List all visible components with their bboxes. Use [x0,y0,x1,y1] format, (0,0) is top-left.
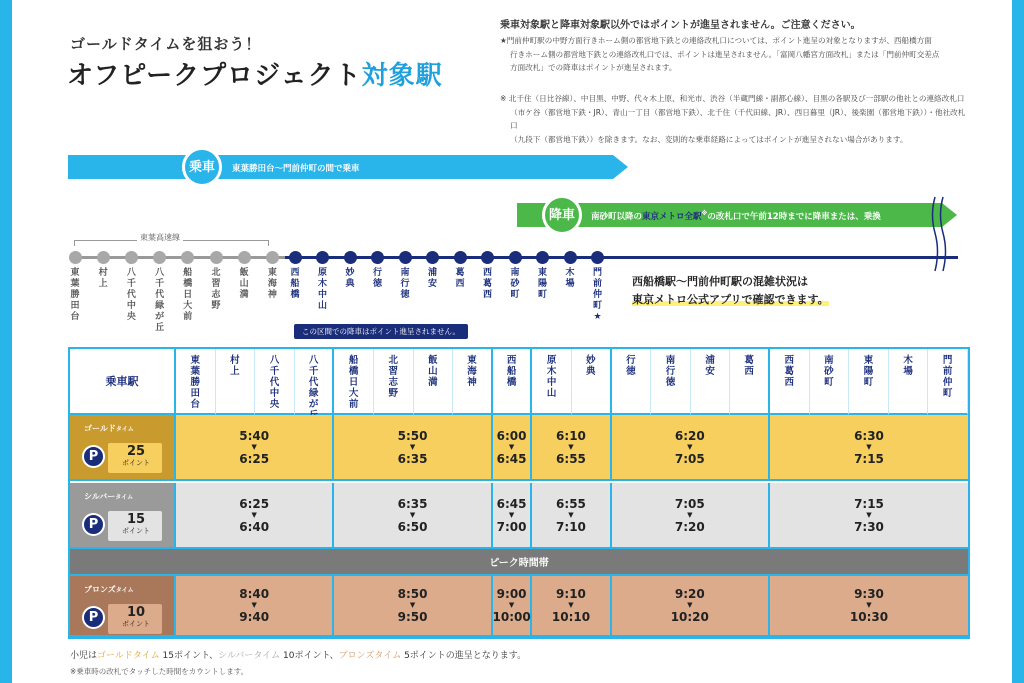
time-end: 7:15 [854,451,884,466]
alighting-text [591,210,881,222]
points-icon: P [82,513,105,536]
alighting-text-mark: ※ [701,210,708,218]
time-window [552,587,590,624]
time-window [556,429,586,466]
time-window [398,587,428,624]
tier-label-cell [70,415,176,481]
tier-name-small: タイム [115,587,134,594]
station-header [889,349,929,415]
station-name: 行徳 [372,268,382,289]
station-dot [125,251,138,264]
arrow-down-icon: ▼ [687,442,693,451]
arrow-down-icon: ▼ [409,510,416,519]
time-start: 6:45 [496,496,527,511]
station-header [810,349,850,415]
station-header [414,349,454,415]
arrow-down-icon: ▼ [251,442,257,451]
time-window [398,429,428,466]
station-dot [210,251,223,264]
time-window [850,587,888,624]
station-header [849,349,889,415]
tap-time-note: ※乗車時の改札でタッチした時間をカウントします。 [70,667,249,676]
time-start: 5:50 [397,428,428,443]
tier-points: 15 [126,512,146,527]
station-header-label: 船橋日大前 [348,355,359,410]
time-end: 10:00 [492,610,531,624]
time-start: 6:30 [854,428,884,443]
time-start: 6:00 [496,428,527,443]
station-name: 門前仲町★ [592,268,602,322]
station-dot [591,251,604,264]
points-icon: P [82,606,105,629]
station-header-label: 八千代緑が [308,355,319,410]
time-end: 7:20 [674,519,705,534]
time-end: 6:25 [239,451,270,466]
arrow-down-icon: ▼ [508,442,515,451]
time-window [239,587,269,624]
station-header [176,349,216,415]
station-header [928,349,968,415]
time-window-cell [493,415,533,481]
asterisk-note-line: （市ケ谷（都営地下鉄・JR）、青山一丁目（都営地下鉄）、北千住（千代田線、JR）、西日暮里（JR）、後楽園（都営地下鉄））・他社改札口 [510,107,966,130]
time-window-cell [176,576,334,637]
arrow-down-icon: ▼ [866,601,872,609]
asterisk-note-line: ※ 北千住（日比谷線）、中目黒、中野、代々木上原、和光市、渋谷（半蔵門線・副都心線）、目黒の各駅及び一部駅の他社との連絡改札口 [500,94,965,103]
time-start: 6:35 [397,496,428,511]
station-dot [289,251,302,264]
station-header-label: 妙典 [586,355,596,377]
foot-gold-pts: 15ポイント、 [159,651,219,661]
time-start: 6:25 [239,496,270,511]
station-header-label: 葛西 [744,355,754,377]
station-name: 南砂町 [510,268,520,300]
alighting-text-pre: 南砂町以降の [591,212,643,222]
arrow-down-icon: ▼ [866,442,872,451]
station-name: 飯山満 [239,268,249,300]
title-main: オフピークプロジェクト [67,61,362,91]
station-name: 村上 [98,268,108,289]
time-end: 7:10 [556,519,586,534]
station-name: 妙典 [345,268,355,289]
station-dot [97,251,110,264]
time-start: 7:05 [674,496,705,511]
station-header-label: 北習志野 [388,355,399,399]
time-window-cell [532,415,611,481]
tier-points-unit: ポイント [122,459,150,467]
time-window [854,429,884,466]
peak-band: ピーク時間帯 [70,549,968,576]
time-end: 7:05 [674,451,705,466]
time-window-cell [770,576,968,637]
star-note-line: 行きホーム側の都営地下鉄との連絡改札口では、ポイントは進呈されません。「富岡八幡宮方面改札」または「門前仲町交差点 [510,49,940,59]
child-points-note [70,648,526,661]
tier-label [78,489,168,541]
alighting-text-strong: 東京メトロ全駅 [642,212,702,222]
station-name: 南行徳 [400,268,410,300]
station-dot [316,251,329,264]
time-start: 9:20 [674,587,705,601]
tier-name-small: タイム [115,426,134,433]
points-table [68,347,970,639]
time-window-cell [334,576,492,637]
tier-label [78,582,168,629]
time-end: 9:40 [239,610,270,624]
time-window-cell [493,483,533,549]
star-note-line: 方面改札」での降車はポイントが進呈されます。 [510,63,677,72]
time-window [398,497,428,534]
station-name: 東葉勝田台 [70,268,80,322]
time-window-cell [334,415,492,481]
time-window [675,497,705,534]
corner-header: 乗車駅 [70,349,176,415]
tier-label [78,421,168,473]
time-window [671,587,709,624]
arrow-down-icon: ▼ [866,510,872,519]
station-header-label: 浦安 [705,355,715,377]
time-window [497,429,527,466]
foot-silver-pts: 10ポイント、 [280,651,339,661]
boarding-badge: 乗車 [182,147,222,187]
foot-gold: ゴールドタイム [97,651,160,661]
time-end: 6:55 [556,451,586,466]
time-window-cell [612,415,770,481]
station-dot [238,251,251,264]
station-name: 船橋日大前 [183,268,193,322]
tozai-track [285,256,958,259]
arrow-down-icon: ▼ [568,442,574,451]
station-header-label: 木場 [903,355,913,377]
no-points-label: この区間での降車はポイント進呈されません。 [294,324,468,339]
time-window [493,587,531,624]
station-header [572,349,612,415]
time-window [675,429,705,466]
arrow-down-icon: ▼ [409,442,416,451]
time-start: 6:10 [556,428,586,443]
station-name: 木場 [565,268,575,289]
station-name: 八千代緑が丘 [155,268,165,333]
flyer-page [12,0,1012,683]
station-dot [266,251,279,264]
time-window [497,497,527,534]
station-header [770,349,810,415]
station-name: 東海神 [267,268,277,300]
tier-points: 10 [126,605,146,620]
station-name: 東陽町 [537,268,547,300]
station-dot [481,251,494,264]
time-start: 8:40 [239,587,270,601]
station-dot [153,251,166,264]
tier-points-unit: ポイント [122,620,150,628]
star-note-line: ★門前仲町駅の中野方面行きホーム側の都営地下鉄との連絡改札口については、ポイント進呈の対象となりますが、西船橋方面 [500,36,932,45]
station-header [334,349,374,415]
time-end: 10:30 [849,610,889,624]
station-header-label: 原木中山 [546,355,557,399]
notes-heading: 乗車対象駅と降車対象駅以外ではポイントが進呈されません。ご注意ください。 [500,20,861,31]
time-window [239,497,269,534]
station-dot [536,251,549,264]
time-end: 6:35 [397,451,428,466]
time-window [854,497,884,534]
tier-name-small: タイム [115,494,134,501]
time-window-cell [612,483,770,549]
time-end: 7:00 [496,519,527,534]
arrow-down-icon: ▼ [687,601,693,609]
time-end: 9:50 [397,610,428,624]
station-name: 北習志野 [211,268,221,311]
time-end: 6:40 [239,519,270,534]
tier-points: 25 [126,444,146,459]
time-window [239,429,269,466]
station-name: 原木中山 [317,268,327,311]
subtitle: ゴールドタイムを狙おう！ [70,35,262,53]
station-name: 浦安 [427,268,437,289]
station-header-label: 南砂町 [824,355,834,388]
time-window-cell [612,576,770,637]
station-header-label: 東海神 [467,355,477,388]
foot-bronze-pts: 5ポイントの進呈となります。 [401,651,527,661]
alighting-badge: 降車 [542,195,582,235]
station-header-label: 村上 [230,355,240,377]
time-window-cell [334,483,492,549]
arrow-down-icon: ▼ [508,510,515,519]
station-header-label: 飯山満 [428,355,438,388]
station-header-label: 南行徳 [665,355,676,388]
tier-points-unit: ポイント [122,527,150,535]
station-header-label: 東陽町 [863,355,874,388]
station-dot [69,251,82,264]
station-dot [181,251,194,264]
time-window-cell [532,483,611,549]
station-header [295,349,335,415]
station-name: 西船橋 [290,268,300,300]
time-end: 6:50 [397,519,428,534]
boarding-text: 東葉勝田台〜門前仲町の間で乗車 [232,164,360,174]
congestion-line: 西船橋駅〜門前仲町駅の混雑状況は [632,275,808,288]
page-title [67,55,443,92]
station-header [453,349,493,415]
alighting-text-post: の改札口で午前12時までに降車または、乗換 [707,212,881,222]
time-start: 5:40 [239,428,270,443]
arrow-down-icon: ▼ [251,510,257,519]
time-start: 6:20 [674,428,705,443]
time-window-cell [532,576,611,637]
arrow-down-icon: ▼ [568,601,574,609]
time-start: 6:55 [556,496,586,511]
arrow-down-icon: ▼ [687,510,693,519]
time-end: 10:10 [551,610,591,624]
station-header [691,349,731,415]
foot-bronze: ブロンズタイム [338,651,402,661]
arrow-down-icon: ▼ [508,601,515,609]
line-break-mark [927,195,953,273]
time-window-cell [176,415,334,481]
time-end: 6:45 [496,451,527,466]
time-end: 10:20 [670,610,709,624]
title-accent: 対象駅 [361,61,443,91]
points-icon: P [82,445,105,468]
time-window [556,497,586,534]
congestion-line-highlight: 東京メトロ公式アプリで確認できます。 [632,293,829,306]
time-start: 9:10 [556,587,586,601]
time-window-cell [493,576,533,637]
station-header [216,349,256,415]
station-header-label: 行徳 [626,355,636,377]
station-header [532,349,572,415]
tier-label-cell [70,483,176,549]
station-header [374,349,414,415]
station-header-label: 八千代中央 [269,355,280,410]
station-dot [344,251,357,264]
tier-label-cell [70,576,176,637]
foot-silver: シルバータイム [218,651,281,661]
station-header-label: 門前仲町 [942,355,953,399]
time-end: 7:30 [854,519,884,534]
toyo-line-label: 東葉高速線 [137,232,183,243]
station-header [493,349,533,415]
station-name: 八千代中央 [126,268,136,322]
time-start: 9:00 [496,587,527,601]
star-note [500,34,970,75]
station-header [651,349,691,415]
tier-name: ゴールド [84,424,116,433]
congestion-note [632,273,829,309]
station-header [730,349,770,415]
station-header-label: 西船橋 [506,355,517,388]
time-start: 8:50 [397,587,428,601]
station-header-label: 西葛西 [784,355,795,388]
time-window-cell [176,483,334,549]
time-window-cell [770,483,968,549]
station-header [612,349,652,415]
asterisk-note [500,92,970,146]
time-window-cell [770,415,968,481]
station-name: 葛西 [455,268,465,289]
asterisk-note-line: （九段下（都営地下鉄））を除きます。なお、変則的な乗車経路によってはポイントが進呈されない場合があります。 [510,134,908,144]
station-dot [509,251,522,264]
station-header-label: 東葉勝田台 [190,355,201,410]
station-dot [371,251,384,264]
station-dot [564,251,577,264]
tier-name: ブロンズ [84,585,116,594]
time-start: 9:30 [854,587,884,601]
foot-pre: 小児は [70,651,98,661]
tier-name: シルバー [84,492,116,501]
time-start: 7:15 [854,496,884,511]
arrow-down-icon: ▼ [568,510,574,519]
station-dot [454,251,467,264]
station-name: 西葛西 [482,268,492,300]
arrow-down-icon: ▼ [251,601,257,609]
station-dot [399,251,412,264]
station-dot [426,251,439,264]
arrow-down-icon: ▼ [409,601,416,609]
station-header [255,349,295,415]
